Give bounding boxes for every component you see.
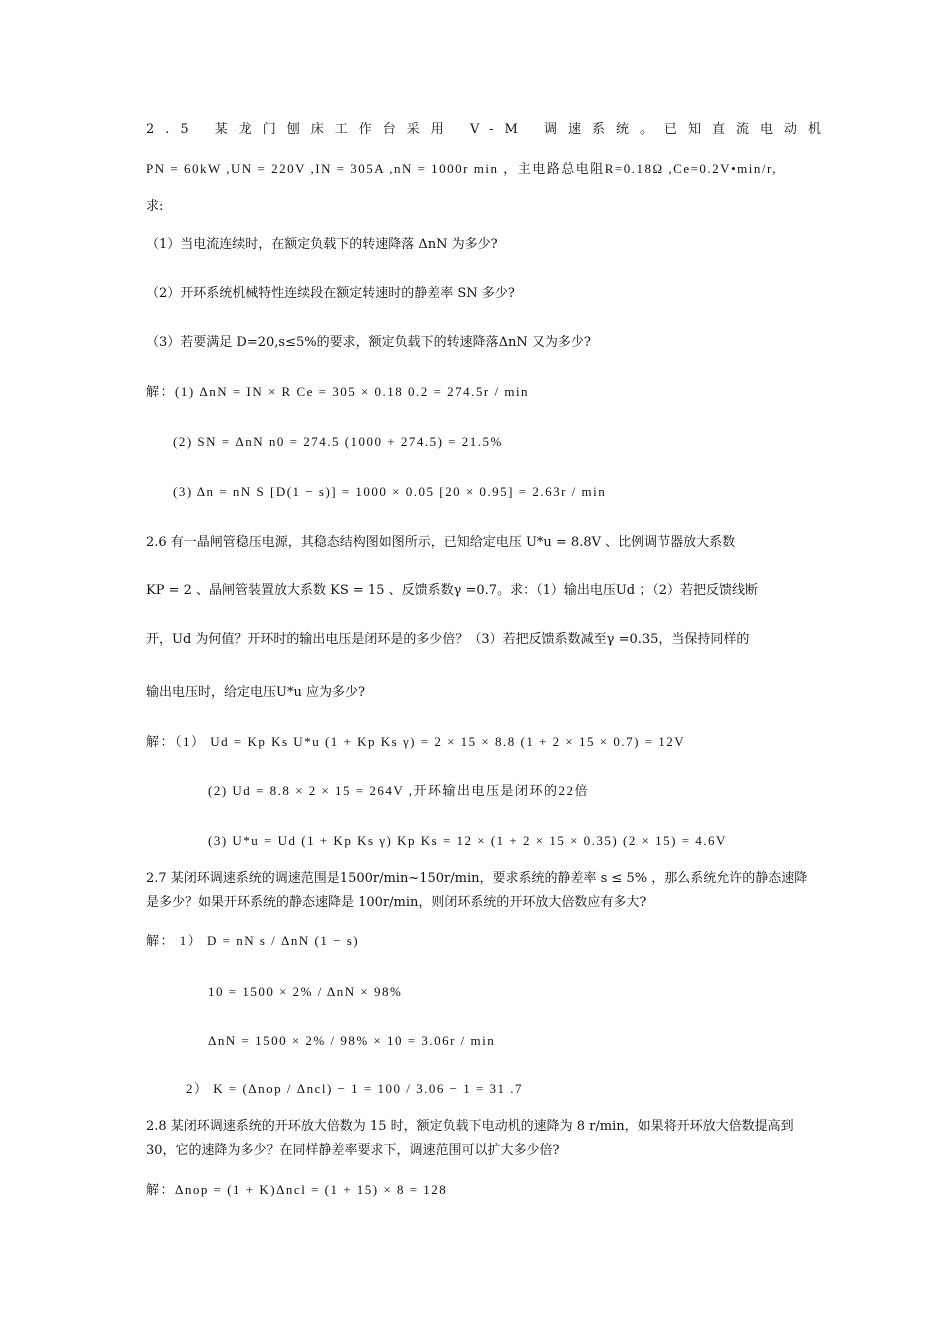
problem-2-6-answer-1: 解：（1） Ud = Kp Ks U*u (1 + Kp Ks γ) = 2 × 15 × 8.8 (1 + 2 × 15 × 0.7) = 12V — [146, 734, 686, 749]
problem-2-6-line-4: 输出电压时，给定电压U*u 应为多少? — [146, 685, 365, 700]
problem-2-8-answer-1: 解：Δnop = (1 + K)Δncl = (1 + 15) × 8 = 128 — [146, 1182, 448, 1197]
problem-2-5-ask: 求: — [146, 199, 164, 214]
problem-2-5-title: 2.5 某龙门刨床工作台采用 V-M 调速系统。已知直流电动机 — [146, 122, 832, 137]
problem-2-5-params: PN = 60kW ,UN = 220V ,IN = 305A ,nN = 1000r min ，主电路总电阻R=0.18Ω ,Ce=0.2V•min/r, — [146, 161, 778, 176]
problem-2-8-text: 2.8 某闭环调速系统的开环放大倍数为 15 时，额定负载下电动机的速降为 8 r/min，如果将开环放大倍数提高到 30，它的速降为多少？在同样静差率要求下，调速范围可以扩大多少倍? — [146, 1119, 794, 1158]
problem-2-7-answer-3: ΔnN = 1500 × 2% / 98% × 10 = 3.06r / min — [208, 1033, 496, 1048]
problem-2-5-answer-1: 解：(1) ΔnN = IN × R Ce = 305 × 0.18 0.2 = 274.5r / min — [146, 384, 530, 399]
problem-2-7-text: 2.7 某闭环调速系统的调速范围是1500r/min~150r/min，要求系统的静差率 s ≤ 5% ，那么系统允许的静态速降是多少？如果开环系统的静态速降是 100r/min，则闭环系统的开环放大倍数应有多大? — [146, 871, 808, 910]
problem-2-6-line-2: KP = 2 、晶闸管装置放大系数 KS = 15 、反馈系数γ =0.7。求：（1）输出电压Ud ；（2）若把反馈线断 — [146, 583, 759, 598]
problem-2-5-q3: （3）若要满足 D=20,s≤5%的要求，额定负载下的转速降落ΔnN 又为多少? — [146, 335, 591, 350]
problem-2-7-answer-2: 10 = 1500 × 2% / ΔnN × 98% — [208, 984, 403, 999]
problem-2-7-answer-4: 2） K = (Δnop / Δncl) − 1 = 100 / 3.06 − 1 = 31 .7 — [186, 1081, 524, 1096]
problem-2-5-q2: （2）开环系统机械特性连续段在额定转速时的静差率 SN 多少? — [146, 286, 515, 301]
problem-2-6-line-3: 开，Ud 为何值？开环时的输出电压是闭环是的多少倍？（3）若把反馈系数减至γ =0.35，当保持同样的 — [146, 632, 750, 647]
problem-2-5-answer-3: (3) Δn = nN S [D(1 − s)] = 1000 × 0.05 [20 × 0.95] = 2.63r / min — [173, 484, 607, 499]
problem-2-6-line-1: 2.6 有一晶闸管稳压电源，其稳态结构图如图所示，已知给定电压 U*u = 8.8V 、比例调节器放大系数 — [146, 535, 736, 550]
problem-2-5-q1: （1）当电流连续时，在额定负载下的转速降落 ΔnN 为多少? — [146, 237, 498, 252]
problem-2-7-answer-1: 解： 1） D = nN s / ΔnN (1 − s) — [146, 933, 360, 948]
problem-2-5-answer-2: (2) SN = ΔnN n0 = 274.5 (1000 + 274.5) = 21.5% — [173, 434, 503, 449]
problem-2-6-answer-2: (2) Ud = 8.8 × 2 × 15 = 264V ,开环输出电压是闭环的22倍 — [208, 783, 590, 798]
problem-2-6-answer-3: (3) U*u = Ud (1 + Kp Ks γ) Kp Ks = 12 × (1 + 2 × 15 × 0.35) (2 × 15) = 4.6V — [208, 833, 727, 848]
